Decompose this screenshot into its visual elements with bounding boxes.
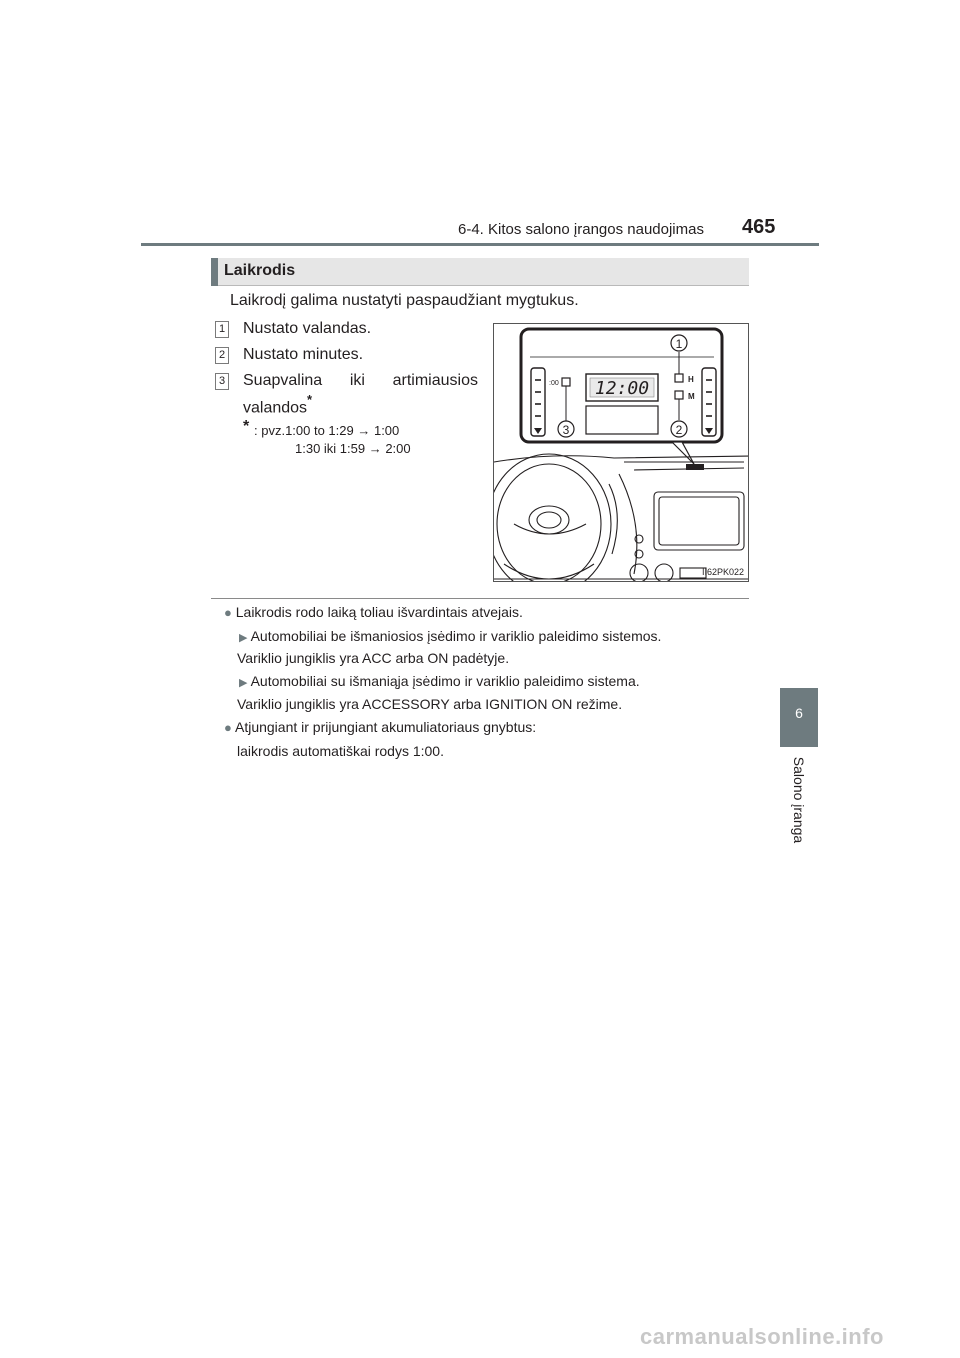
step-badge-1: 1 — [215, 321, 229, 338]
figure-code: II62PK022 — [701, 567, 744, 577]
note-text: Automobiliai su išmaniąja įsėdimo ir variklio paleidimo sistema. — [250, 673, 640, 689]
footnote-asterisk: * — [243, 418, 250, 435]
note-bullet-1 — [224, 604, 523, 620]
step-word: artimiausios — [392, 372, 478, 389]
chapter-number: 6 — [795, 705, 803, 721]
arrow-icon: ▶ — [239, 632, 248, 644]
notes-rule — [211, 598, 749, 599]
header-rule — [141, 243, 819, 246]
step-text-3-line2 — [243, 394, 312, 417]
bullet-icon: ● — [224, 720, 232, 735]
note-plain-1: Variklio jungiklis yra ACC arba ON padėtyje. — [237, 650, 510, 666]
footnote-marker: * — [307, 392, 313, 407]
footnote-line-2: 1:30 iki 1:59 → 2:00 — [295, 441, 411, 456]
step-badge-3: 3 — [215, 373, 229, 390]
section-title: 6-4. Kitos salono įrangos naudojimas — [458, 221, 704, 238]
heading-accent — [211, 258, 218, 286]
note-text: Automobiliai be išmaniosios įsėdimo ir variklio paleidimo sistemos. — [250, 628, 662, 644]
hour-button-label: H — [688, 375, 694, 384]
clock-illustration — [493, 323, 749, 582]
note-text: Laikrodis rodo laiką toliau išvardintais atvejais. — [235, 604, 523, 620]
arrow-icon: ▶ — [239, 677, 248, 689]
step-text-1: Nustato valandas. — [243, 320, 372, 337]
callout-2: 2 — [675, 423, 683, 437]
footnote-line-1: : pvz.1:00 to 1:29 → 1:00 — [254, 423, 400, 438]
section-heading: Laikrodis — [224, 262, 296, 279]
note-arrow-1 — [239, 628, 661, 644]
clock-illustration-svg — [494, 324, 749, 582]
step-badge-2: 2 — [215, 347, 229, 364]
clock-display: 12:00 — [594, 378, 650, 399]
callout-3: 3 — [562, 423, 570, 437]
note-plain-2: Variklio jungiklis yra ACCESSORY arba IGNITION ON režime. — [237, 696, 623, 712]
step-text-3-line1 — [243, 372, 478, 390]
minute-button-label: M — [688, 392, 695, 401]
callout-1: 1 — [675, 337, 683, 351]
step-text-2: Nustato minutes. — [243, 346, 364, 363]
bullet-icon: ● — [224, 605, 232, 620]
page-number: 465 — [742, 216, 776, 238]
note-arrow-2 — [239, 673, 640, 689]
step-text-3-word: valandos — [243, 399, 308, 417]
note-text: Atjungiant ir prijungiant akumuliatoriaus gnybtus: — [234, 719, 537, 735]
round-button-label: :00 — [549, 380, 559, 387]
step-word: iki — [349, 372, 365, 389]
step-word: Suapvalina — [243, 372, 323, 389]
chapter-label: Salono įranga — [791, 756, 807, 844]
intro-text: Laikrodį galima nustatyti paspaudžiant mygtukus. — [230, 292, 579, 309]
note-plain-3: laikrodis automatiškai rodys 1:00. — [237, 743, 444, 759]
note-bullet-2 — [224, 719, 536, 735]
watermark: carmanualsonline.info — [640, 1324, 884, 1349]
